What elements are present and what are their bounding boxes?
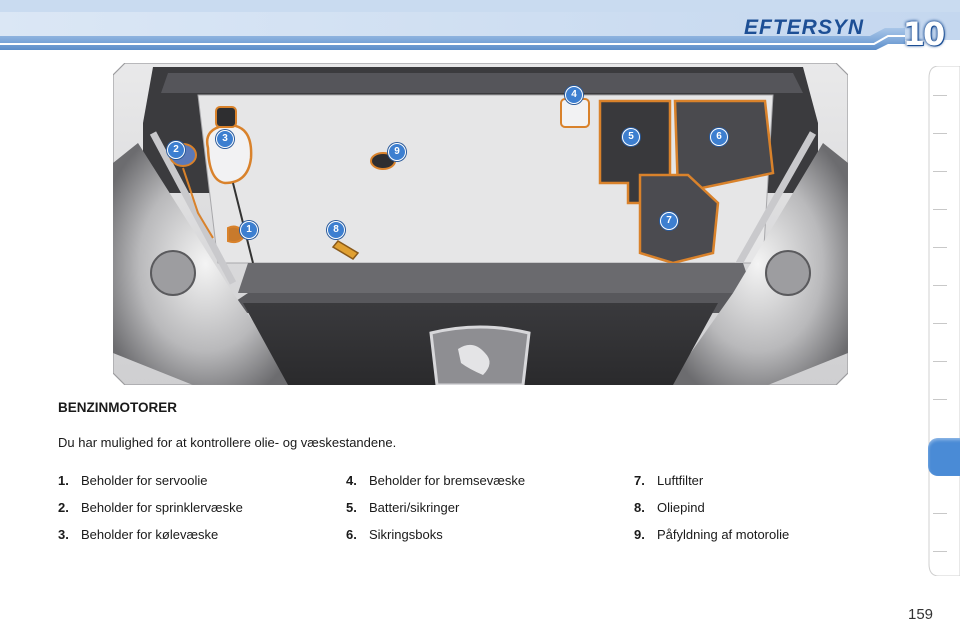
legend-number: 4. [346,473,357,488]
thumb-divider [933,551,947,552]
legend-item [58,500,243,515]
legend-number: 9. [634,527,645,542]
legend-item [634,527,789,542]
chapter-title: EFTERSYN [743,16,864,39]
legend-label: Sikringsboks [369,527,443,542]
page-number: 159 [908,606,934,623]
engine-bay-illustration [113,63,848,385]
thumb-divider [933,399,947,400]
legend-label: Beholder for kølevæske [81,527,219,542]
legend-item [634,500,705,515]
thumb-divider [933,247,947,248]
thumb-divider [933,209,947,210]
legend-item [346,473,525,488]
thumb-index-bar [927,66,960,576]
legend-number: 8. [634,500,645,515]
legend-label: Luftfilter [657,473,704,488]
legend-item [346,500,459,515]
legend-number: 5. [346,500,357,515]
legend-label: Beholder for sprinklervæske [81,500,243,515]
legend-label: Påfyldning af motorolie [657,527,790,542]
legend-item [58,473,207,488]
callout-4: 4 [565,86,583,104]
callout-9: 9 [388,143,406,161]
chapter-header [0,0,960,52]
legend-item [634,473,703,488]
thumb-divider [933,133,947,134]
legend-item [346,527,443,542]
chapter-number-badge: 10 [902,15,944,53]
legend-label: Batteri/sikringer [369,500,460,515]
legend-number: 2. [58,500,69,515]
section-title: BENZINMOTORER [58,400,178,415]
legend-label: Beholder for servoolie [81,473,208,488]
callout-2: 2 [167,141,185,159]
legend-number: 1. [58,473,69,488]
legend-number: 3. [58,527,69,542]
legend-number: 6. [346,527,357,542]
thumb-tab-active[interactable] [928,438,960,476]
callout-6: 6 [710,128,728,146]
callout-8: 8 [327,221,345,239]
thumb-divider [933,95,947,96]
callout-7: 7 [660,212,678,230]
legend-label: Oliepind [657,500,705,515]
thumb-divider [933,513,947,514]
thumb-divider [933,323,947,324]
intro-text: Du har mulighed for at kontrollere olie- og væskestandene. [58,435,397,450]
thumb-divider [933,361,947,362]
callout-5: 5 [622,128,640,146]
legend-number: 7. [634,473,645,488]
thumb-divider [933,171,947,172]
legend-item [58,527,218,542]
thumb-divider [933,285,947,286]
callout-1: 1 [240,221,258,239]
legend-label: Beholder for bremsevæske [369,473,526,488]
callout-3: 3 [216,130,234,148]
